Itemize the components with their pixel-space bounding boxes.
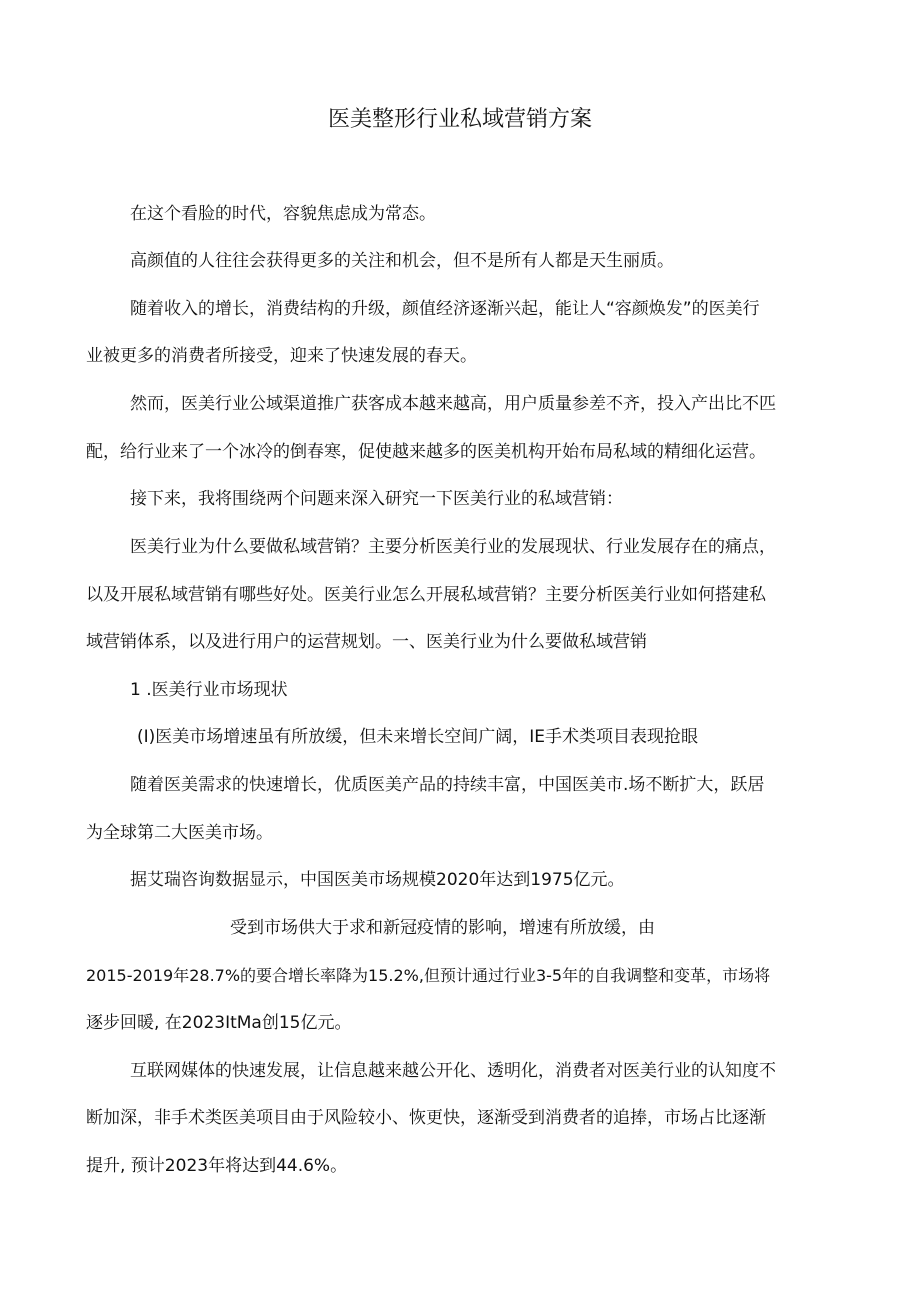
paragraph-line: 随着收入的增长，消费结构的升级，颜值经济逐渐兴起，能让人“容颜焕发”的医美行: [130, 299, 760, 319]
paragraph-line: 断加深，非手术类医美项目由于风险较小、恢更快，逐渐受到消费者的追捧，市场占比逐渐: [86, 1108, 766, 1128]
paragraph-line: 以及开展私域营销有哪些好处。医美行业怎么开展私域营销？主要分析医美行业如何搭建私: [86, 585, 766, 605]
paragraph-line: 业被更多的消费者所接受，迎来了快速发展的春天。: [86, 346, 477, 366]
paragraph-line: 域营销体系，以及进行用户的运营规划。一、医美行业为什么要做私域营销: [86, 632, 647, 652]
paragraph-line: 配，给行业来了一个冰冷的倒春寒，促使越来越多的医美机构开始布局私域的精细化运营。: [86, 442, 766, 462]
paragraph-line: 提升, 预计2023年将达到44.6%。: [86, 1156, 348, 1176]
paragraph-line: 高颜值的人往往会获得更多的关注和机会，但不是所有人都是天生丽质。: [130, 251, 674, 271]
paragraph-line: 然而，医美行业公域渠道推广获客成本越来越高，用户质量参差不齐，投入产出比不匹: [130, 394, 776, 414]
paragraph-line: 随着医美需求的快速增长，优质医美产品的持续丰富，中国医美市.场不断扩大，跃居: [130, 775, 765, 795]
paragraph-line: 2015-2019年28.7%的要合增长率降为15.2%,但预计通过行业3-5年的自我调整和变革，市场将: [86, 966, 771, 985]
document-title: 医美整形行业私域营销方案: [327, 107, 592, 132]
paragraph-line: 互联网媒体的快速发展，让信息越来越公开化、透明化，消费者对医美行业的认知度不: [130, 1061, 776, 1081]
paragraph-line: 接下来，我将围绕两个问题来深入研究一下医美行业的私域营销：: [130, 489, 623, 509]
paragraph-line: 据艾瑞咨询数据显示，中国医美市场规模2020年达到1975亿元。: [130, 870, 625, 890]
paragraph-line: 受到市场供大于求和新冠疫情的影响，增速有所放缓，由: [230, 918, 655, 938]
paragraph-line: 逐步回暖, 在2023ItMa创15亿元。: [86, 1013, 352, 1033]
subsection-heading: (I)医美市场增速虽有所放缓，但未来增长空间广阔，IE手术类项目表现抢眼: [137, 727, 699, 747]
section-heading: 1 .医美行业市场现状: [130, 680, 288, 700]
paragraph-line: 在这个看脸的时代，容貌焦虑成为常态。: [130, 204, 436, 224]
paragraph-line: 医美行业为什么要做私域营销？主要分析医美行业的发展现状、行业发展存在的痛点，: [130, 537, 776, 557]
paragraph-line: 为全球第二大医美市场。: [86, 823, 273, 843]
